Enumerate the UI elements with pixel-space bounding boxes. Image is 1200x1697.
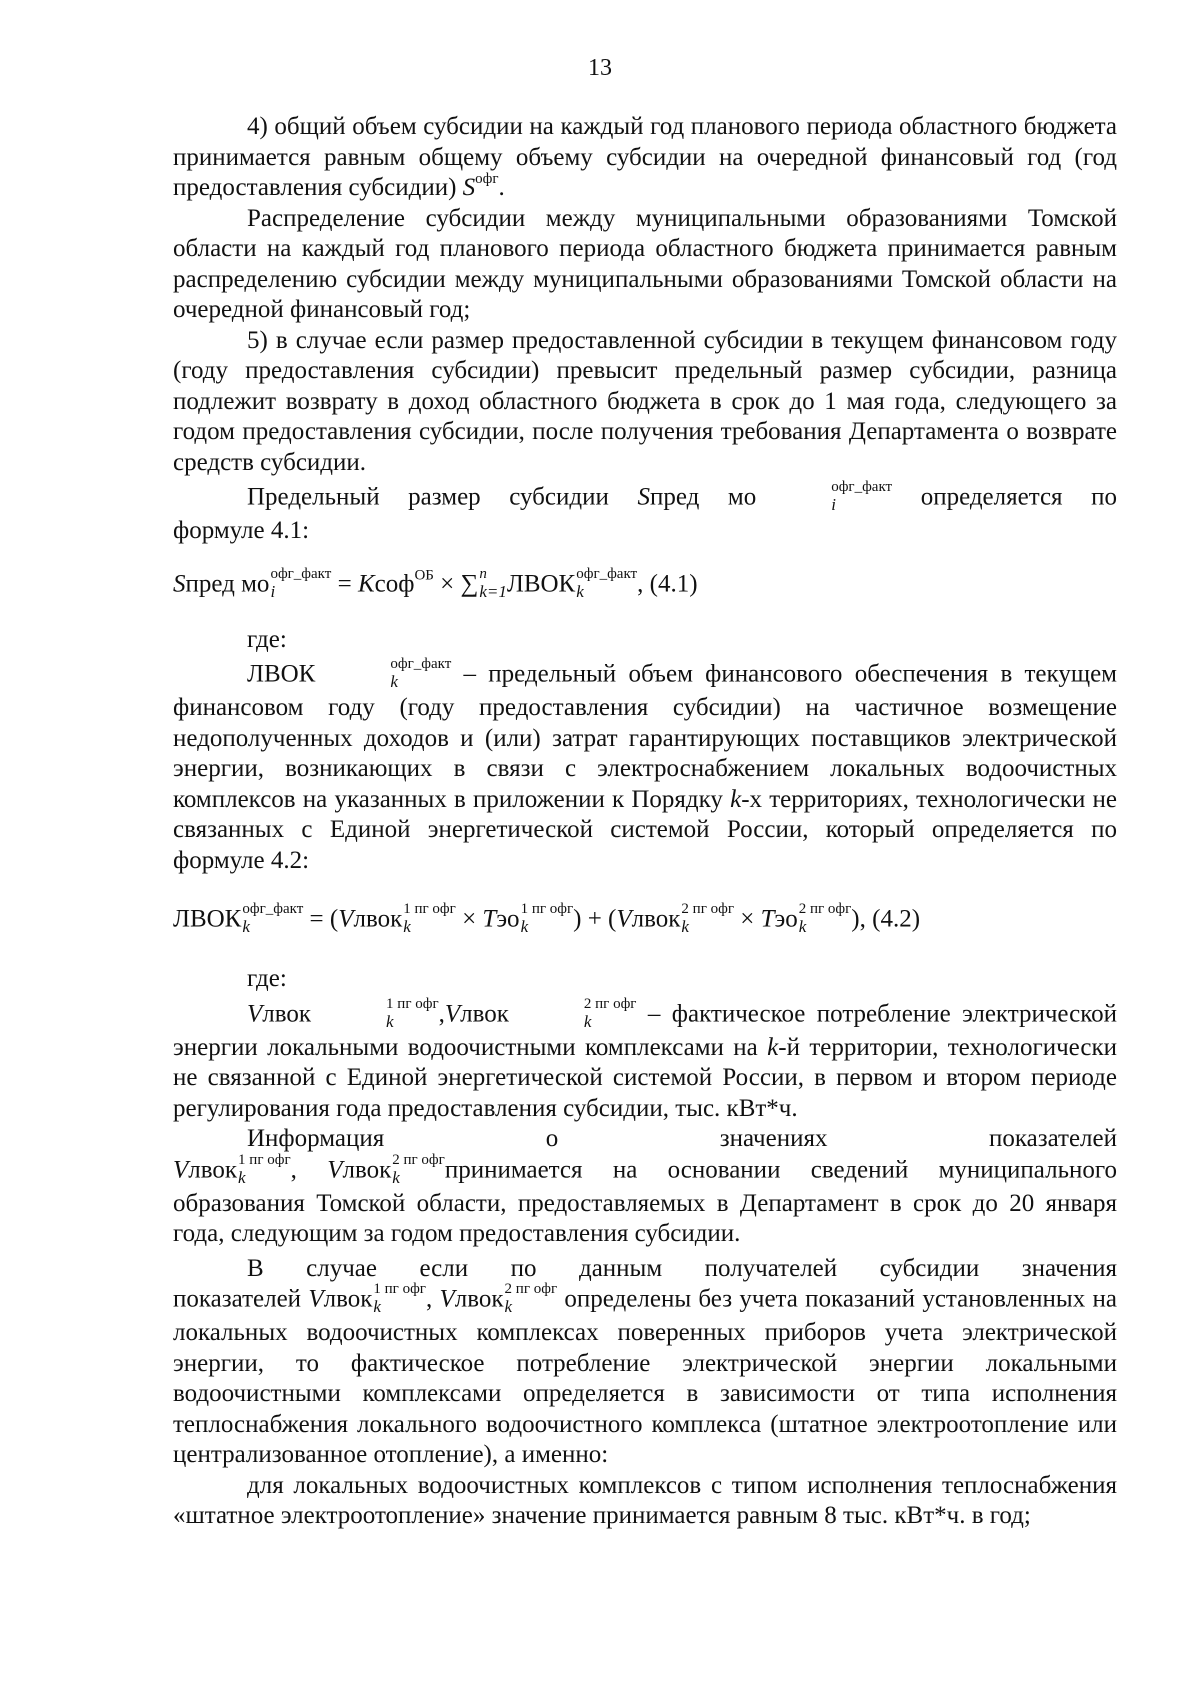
f41-eq: = [331,570,358,598]
f42-v2-indices [681,901,734,935]
f42-eq: = ( [303,905,339,933]
paragraph-limit-size-cont: формуле 4.1: [173,517,310,544]
def1-indices [316,656,451,690]
formula-4-2 [173,901,1117,938]
f41-term-sup: офг_факт [576,565,638,582]
f42-times-2: × [733,905,761,933]
info-v2-indices [392,1152,445,1186]
def2-v2-sup: 2 пг офг [583,995,637,1012]
limit-sup: офг_факт [831,479,893,495]
f41-sum-sub: k=1 [479,581,507,601]
paragraph-distribution: Распределение субсидии между муниципальными образованиями Томской области на каждый год планового периода областного бюджета принимается равным распределению субсидии между муниципальными образованиями Томской области на очередной финансовый год; [173,204,1117,323]
f41-times: × [433,570,461,598]
limit-symbol-rest: пред мо [649,483,757,511]
limit-text-b: определяется [920,483,1063,511]
f42-times-1: × [455,905,483,933]
def2-v1-indices [312,996,439,1030]
info-text: принимается на основании сведений муниципального образования Томской области, предоставляемых в Департамент в срок до 20 января года, следующим за годом предоставления субсидии. [173,1156,1118,1247]
f42-v1-sub: k [403,917,411,936]
def2-v1-sup: 1 пг офг [386,995,439,1012]
info-v2-rest: лвок [342,1156,392,1184]
info-v2-sup: 2 пг офг [392,1151,445,1168]
case-sep: , [425,1285,440,1313]
paragraph-info [173,1151,1118,1250]
f41-term-indices [576,566,637,600]
case-v1-indices [373,1281,426,1315]
f41-lhs-sub: i [270,581,276,601]
period: . [498,174,505,201]
paragraph-last: для локальных водоочистных комплексов с типом исполнения теплоснабжения «штатное электроотопление» значение принимается равным 8 тыс. кВт*ч. в год; [173,1471,1117,1529]
f42-v1-rest: лвок [353,905,403,933]
info-v2: V [327,1156,343,1184]
paragraph-case [173,1281,1117,1471]
info-v1-rest: лвок [188,1156,238,1184]
def1-text: – предельный объем финансового обеспечения в текущем финансовом году (году предоставления субсидии) на частичное возмещение недополученных доходов и (или) затрат гарантирующих поставщиков электрической энергии, возникающих в связи с электроснабжением локальных водоочистных комплексов на указанных в приложении к Порядку [173,660,1117,813]
paragraph-info-line1: Информация о значениях показателей [247,1125,1117,1152]
info-v1: V [173,1156,189,1184]
def2-text: – фактическое потребление электрической энергии локальными водоочистными комплексами на [173,1000,1117,1061]
limit-symbol-s: S [637,483,650,511]
f42-v1-sup: 1 пг офг [403,901,456,917]
case-v1-sup: 1 пг офг [373,1281,426,1297]
page-number: 13 [588,55,612,81]
f41-lhs-s: S [173,570,186,598]
f41-sum: ∑ [460,570,479,598]
info-sep: , [290,1156,328,1184]
formula-4-1 [173,565,1117,603]
f42-t1-indices [521,901,574,935]
case-v2-sup: 2 пг офг [504,1281,558,1297]
f41-term-sub: k [576,581,584,601]
def2-v1: V [247,1000,263,1028]
f42-v2-rest: лвок [631,905,681,933]
f41-number: , (4.1) [637,570,698,598]
info-v1-sup: 1 пг офг [238,1151,291,1168]
where-label-2: где: [247,965,287,992]
document-body [173,112,1117,1532]
paragraph-limit-size [173,479,1118,516]
info-v1-sub: k [238,1167,246,1187]
f41-sum-sup: n [479,565,487,582]
f42-t2-indices [799,901,852,935]
f42-mid: ) + ( [573,905,617,933]
f42-v2-sup: 2 пг офг [681,901,734,917]
case-v2-indices [505,1281,558,1315]
f42-t2-rest: эо [774,905,798,933]
case-a: показателей [173,1285,309,1313]
f42-v1: V [338,905,354,933]
def2-v1-sub: k [386,1011,394,1031]
case-v1-rest: лвок [323,1285,373,1313]
definition-lvok [173,656,1118,876]
info-v1-indices [238,1152,291,1186]
def1-sup: офг_факт [390,656,452,672]
f42-t2-sub: k [798,917,807,936]
f41-k: K [357,570,375,598]
def2-k: k [767,1033,779,1061]
f42-t2-sup: 2 пг офг [798,901,852,917]
def2-v1-rest: лвок [262,1000,312,1028]
limit-sub: i [831,495,836,514]
case-v1: V [308,1285,324,1313]
limit-text-c: по [1091,483,1118,511]
case-v2: V [439,1285,455,1313]
def1-symbol: ЛВОК [247,660,316,688]
f41-lhs-indices [270,566,331,600]
f42-t1-rest: эо [496,905,520,933]
paragraph-5: 5) в случае если размер предоставленной субсидии в текущем финансовом году (году предоставления субсидии) превысит предельный размер субсидии, разница подлежит возврату в доход областного бюджета в срок до 1 мая года, следующего за годом предоставления субсидии, после получения требования Департамента о возврате средств субсидии. [173,326,1117,476]
f41-sum-indices [479,566,507,600]
f42-lhs-sub: k [242,917,250,936]
symbol-s-sup: офг [475,171,499,187]
f42-t1-sub: k [520,917,529,936]
where-label-1: где: [247,625,287,653]
def2-v2-rest: лвок [460,1000,509,1028]
paragraph-4 [173,112,1117,204]
def2-comma: , [438,1000,445,1028]
f42-v1-indices [403,901,456,935]
case-v2-rest: лвок [454,1285,504,1313]
f42-t2: T [760,905,775,933]
def2-v2-indices [510,996,637,1030]
def2-v2: V [444,1000,461,1028]
limit-symbol-indices [757,479,892,513]
f42-t1: T [482,905,497,933]
f42-number: ), (4.2) [851,905,921,933]
case-v1-sub: k [373,1297,381,1316]
f41-lhs-sup: офг_факт [270,565,332,582]
case-text: определены без учета показаний установленных на локальных водоочистных комплексах поверенных приборов учета электрической энергии, то фактическое потребление электрической энергии локальными водоочистными комплексами определяется в зависимости от типа исполнения теплоснабжения локального водоочистного комплекса (штатное электроотопление или централизованное отопление), а именно: [173,1285,1117,1468]
f41-lhs-rest: пред мо [185,570,270,598]
f42-t1-sup: 1 пг офг [520,901,574,917]
limit-text-a: Предельный размер субсидии [247,483,638,511]
paragraph-case-line1: В случае если по данным получателей субсидии значения [247,1254,1117,1282]
f41-k-rest: соф [374,570,415,598]
f42-lhs: ЛВОК [173,905,242,933]
def2-v2-sub: k [583,1011,592,1031]
definition-vlvok [173,995,1117,1125]
f42-v2: V [616,905,632,933]
f41-k-sup: ОБ [414,567,434,584]
f42-lhs-indices [242,901,303,935]
f42-lhs-sup: офг_факт [242,901,304,917]
f41-term: ЛВОК [506,570,576,598]
paragraph-4-text: 4) общий объем субсидии на каждый год планового периода областного бюджета принимается равным общему объему субсидии на очередной финансовый год (год предоставления субсидии) [173,113,1117,201]
def1-k: k [730,785,742,813]
f42-v2-sub: k [681,917,689,936]
info-v2-sub: k [392,1167,400,1187]
def2-text2: -й территории, технологически не связанной с Единой энергетической системой России, в первом и втором периоде регулирования года предоставления субсидии, тыс. кВт*ч. [173,1033,1117,1122]
def1-sub: k [390,672,398,691]
def1-text2: -х территориях, технологически не связанных с Единой энергетической системой России, который определяется по формуле 4.2: [173,785,1118,874]
case-v2-sub: k [504,1297,513,1316]
symbol-s: S [462,174,476,201]
